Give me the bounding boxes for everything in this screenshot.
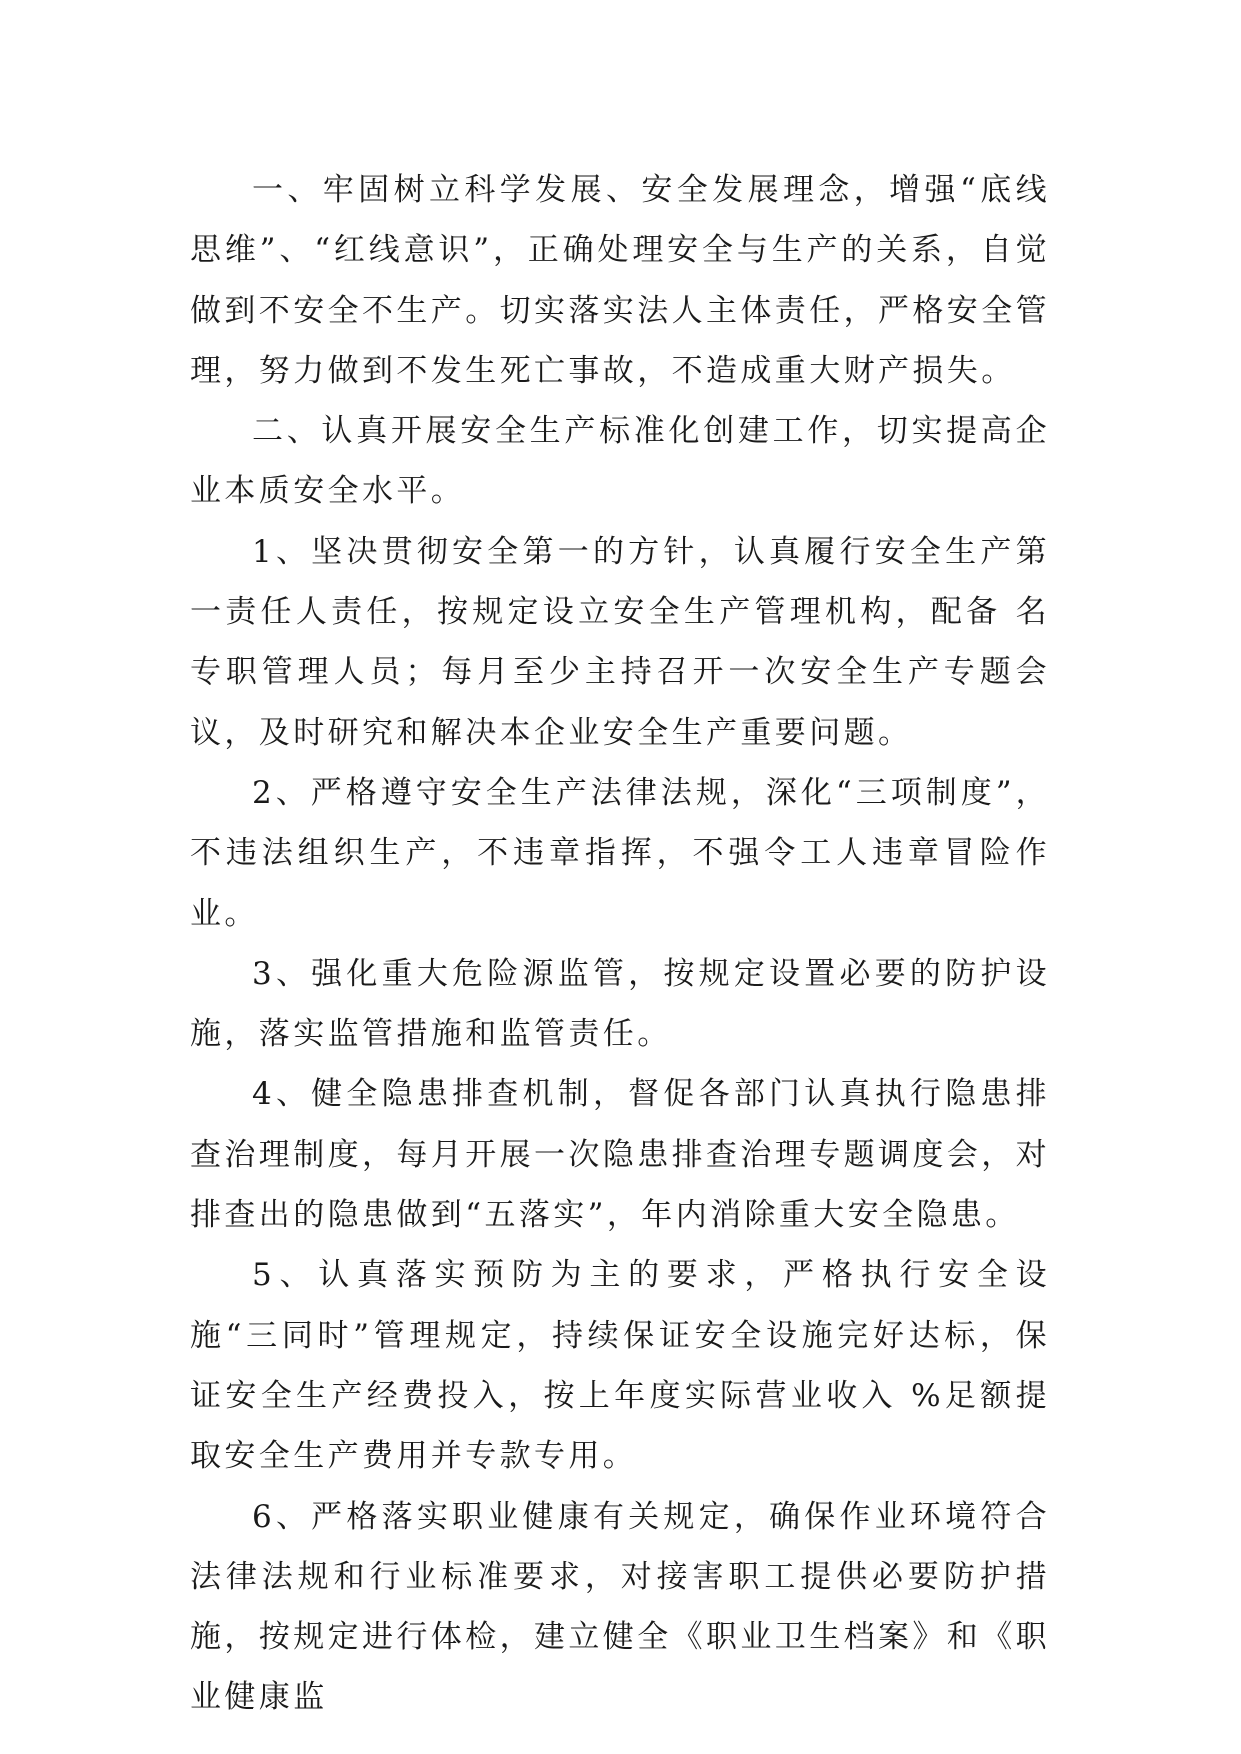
paragraph-item-5: 5、认真落实预防为主的要求，严格执行安全设施“三同时”管理规定，持续保证安全设施完好达标，保证安全生产经费投入，按上年度实际营业收入 %足额提取安全生产费用并专款专用。 bbox=[190, 1257, 1050, 1475]
paragraph-item-4: 4、健全隐患排查机制，督促各部门认真执行隐患排查治理制度，每月开展一次隐患排查治理专题调度会，对排查出的隐患做到“五落实”，年内消除重大安全隐患。 bbox=[190, 1076, 1050, 1234]
document-body bbox=[190, 160, 1050, 1728]
paragraph-principle-2: 二、认真开展安全生产标准化创建工作，切实提高企业本质安全水平。 bbox=[190, 413, 1050, 510]
paragraph-item-6: 6、严格落实职业健康有关规定，确保作业环境符合法律法规和行业标准要求，对接害职工提供必要防护措施，按规定进行体检，建立健全《职业卫生档案》和《职业健康监 bbox=[190, 1498, 1050, 1716]
paragraph-principle-1: 一、牢固树立科学发展、安全发展理念，增强“底线思维”、“红线意识”，正确处理安全与生产的关系，自觉做到不安全不生产。切实落实法人主体责任，严格安全管理，努力做到不发生死亡事故，不造成重大财产损失。 bbox=[190, 172, 1050, 389]
paragraph-item-3: 3、强化重大危险源监管，按规定设置必要的防护设施，落实监管措施和监管责任。 bbox=[190, 955, 1050, 1053]
paragraph-item-2: 2、严格遵守安全生产法律法规，深化“三项制度”，不违法组织生产，不违章指挥，不强令工人违章冒险作业。 bbox=[190, 774, 1050, 932]
paragraph-item-1: 1、坚决贯彻安全第一的方针，认真履行安全生产第一责任人责任，按规定设立安全生产管理机构，配备 名专职管理人员；每月至少主持召开一次安全生产专题会议，及时研究和解决本企业安全生产重要问题。 bbox=[190, 533, 1050, 751]
